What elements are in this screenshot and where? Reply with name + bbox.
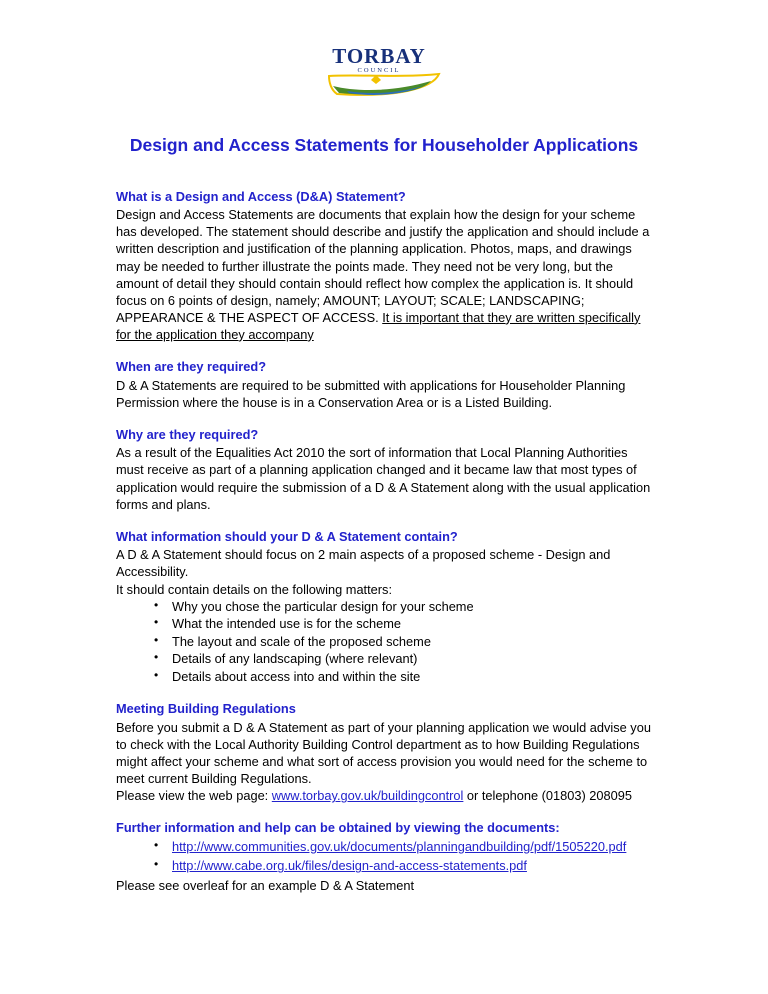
matters-list: [116, 598, 652, 686]
list-item: • What the intended use is for the scheme: [172, 615, 652, 633]
list-item: [172, 838, 652, 856]
list-item: • Details of any landscaping (where relevant): [172, 650, 652, 668]
section-body-what-contain: A D & A Statement should focus on 2 main aspects of a proposed scheme - Design and Accessibility.: [116, 547, 611, 580]
logo-swoosh-icon: [327, 72, 443, 98]
section-body-what-contain-2: It should contain details on the following matters:: [116, 581, 393, 597]
section-body-building-regs-web: [116, 787, 652, 804]
list-item: • Why you chose the particular design for your scheme: [172, 598, 652, 616]
logo-subtitle: COUNCIL: [357, 67, 401, 74]
section-body-when-required: D & A Statements are required to be submitted with applications for Householder Planning Permission where the house is in a Conservation Area or is a Listed Building.: [116, 377, 626, 410]
further-info-link-cabe[interactable]: http://www.cabe.org.uk/files/design-and-access-statements.pdf: [172, 858, 527, 874]
page-title: Design and Access Statements for Householder Applications: [129, 135, 639, 155]
web-page-suffix: or telephone (01803) 208095: [463, 788, 633, 804]
building-control-link[interactable]: www.torbay.gov.uk/buildingcontrol: [271, 788, 464, 804]
section-heading-building-regs: Meeting Building Regulations: [116, 701, 296, 717]
list-item: • The layout and scale of the proposed scheme: [172, 633, 652, 651]
section-body-text: Design and Access Statements are documents that explain how the design for your scheme has developed. The statement should describe and justify the application and should include a written description and justification of the planning application. Photos, maps, and drawings may be needed to further illustrate the points made. They need not be very long, but the amount of detail they should contain should reflect how complex the application is. It should focus on 6 points of design, namely; AMOUNT; LAYOUT; SCALE; LANDSCAPING; APPEARANCE & THE ASPECT OF ACCESS.: [116, 207, 650, 325]
web-page-prefix: Please view the web page:: [116, 788, 272, 804]
footer-note: Please see overleaf for an example D & A Statement: [116, 878, 415, 893]
further-info-link-communities[interactable]: http://www.communities.gov.uk/documents/planningandbuilding/pdf/1505220.pdf: [172, 838, 627, 854]
section-heading-what-is: What is a Design and Access (D&A) Statement?: [116, 188, 406, 204]
further-info-list: [116, 838, 652, 875]
section-heading-what-contain: What information should your D & A Statement contain?: [116, 528, 458, 544]
document-content: [0, 134, 768, 894]
section-body-why-required: As a result of the Equalities Act 2010 the sort of information that Local Planning Authorities must receive as part of a planning application changed and it became law that most types of application would require the submission of a D & A Statement along with the usual application forms and plans.: [116, 445, 651, 512]
logo-block: [0, 0, 768, 116]
logo-wordmark: TORBAY: [332, 44, 426, 68]
list-item: [172, 857, 652, 875]
torbay-council-logo: [319, 42, 449, 100]
list-item: • Details about access into and within the site: [172, 668, 652, 686]
section-heading-when-required: When are they required?: [116, 358, 267, 374]
section-heading-why-required: Why are they required?: [116, 426, 259, 442]
section-body-what-is: [116, 206, 652, 343]
section-heading-further-info: Further information and help can be obtained by viewing the documents:: [116, 820, 560, 836]
section-body-underlined: It is important that they are written specifically for the application they accompany: [116, 309, 641, 342]
section-body-building-regs: Before you submit a D & A Statement as part of your planning application we would advise you to check with the Local Authority Building Control department as to how Building Regulations might affect your scheme and what sort of access provision you would need for the scheme to meet current Building Regulations.: [116, 719, 651, 787]
